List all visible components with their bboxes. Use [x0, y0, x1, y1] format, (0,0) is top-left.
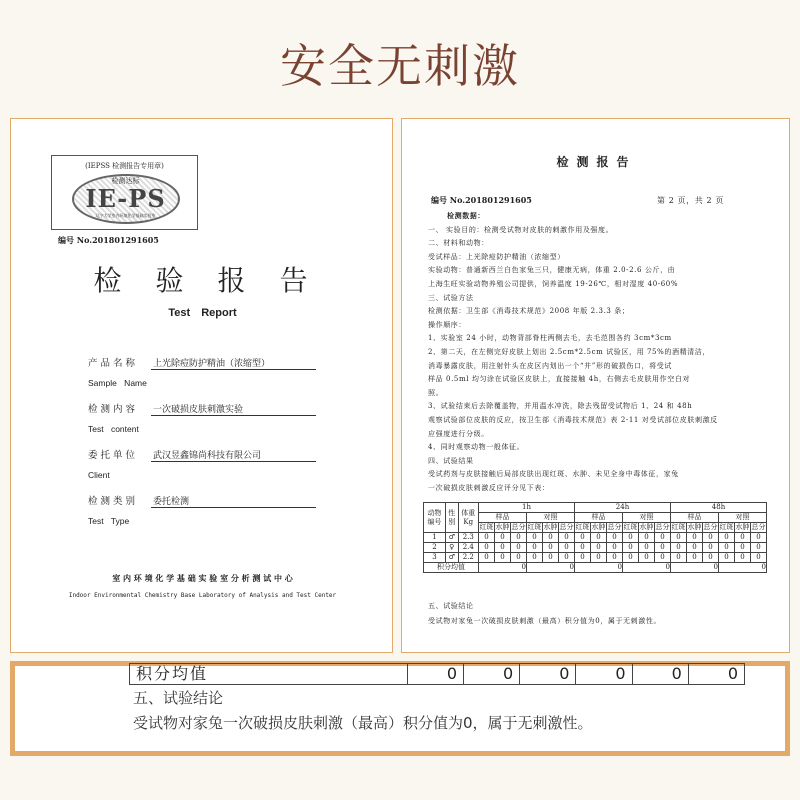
cell-score: 0 [639, 553, 655, 563]
body-line: 上海生旺实验动物养殖公司提供，饲养温度 19-26℃，相对湿度 40-60% [428, 280, 679, 288]
body-line: 一次破损皮肤刺激反应评分见下表： [428, 484, 550, 492]
cell-score: 0 [735, 543, 751, 553]
col-time: 1h [479, 503, 575, 513]
cell-score: 0 [623, 533, 639, 543]
zoomed-avg-value: 0 [632, 664, 688, 685]
report-number: 编号 No.201801291605 [58, 235, 159, 245]
col-group: 样品 [575, 513, 623, 523]
cell-weight: 2.2 [458, 553, 478, 563]
col-time: 24h [575, 503, 671, 513]
avg-value: 0 [623, 563, 671, 573]
cell-score: 0 [687, 533, 703, 543]
col-animal: 动物编号 [424, 503, 446, 533]
zoomed-avg-value: 0 [520, 664, 576, 685]
cell-score: 0 [479, 543, 495, 553]
stamp-sub: 检测达标 [111, 177, 140, 185]
cell-score: 0 [751, 553, 767, 563]
cell-score: 0 [719, 533, 735, 543]
report-data-page [401, 118, 790, 653]
avg-label: 积分均值 [424, 563, 479, 573]
field-value: 一次破损皮肤刺激实验 [151, 402, 316, 416]
cell-score: 0 [607, 553, 623, 563]
body-line: 3、试验结束后去除覆盖物，并用温水冲洗，除去残留受试物后 1、24 和 48h [428, 402, 693, 411]
cell-score: 0 [495, 543, 511, 553]
body-line: 实验动物：普通新西兰白色家兔三只，健康无病，体重 2.0-2.6 公斤，由 [428, 266, 676, 275]
cell-score: 0 [575, 553, 591, 563]
cell-score: 0 [559, 553, 575, 563]
col-sub: 总分 [751, 523, 766, 531]
col-sub: 水肿 [687, 523, 702, 531]
cell-score: 0 [527, 533, 543, 543]
cell-score: 0 [591, 533, 607, 543]
col-sub: 红斑 [575, 523, 590, 531]
col-time: 48h [671, 503, 767, 513]
field-label: 检测内容 [88, 404, 139, 415]
body-line: 1、实验室 24 小时，动物背部脊柱两侧去毛，去毛范围各约 3cm*3cm [428, 334, 672, 343]
field-label-en: Client [88, 470, 110, 480]
col-weight: 体重Kg [458, 503, 478, 533]
stamp-title: (IEPSS 检测报告专用章) [85, 162, 164, 170]
cell-score: 0 [703, 533, 719, 543]
table-row [424, 533, 767, 543]
body-line: 四、试验结果 [428, 456, 474, 465]
body-line: 二、材料和动物： [428, 239, 489, 248]
cell-score: 0 [735, 533, 751, 543]
cell-sex: ♂ [445, 553, 458, 563]
avg-value: 0 [671, 563, 719, 573]
body-line: 检测依据：卫生部《消毒技术规范》2008 年版 2.3.3 条； [428, 307, 630, 316]
zoomed-conclusion-panel [10, 661, 790, 756]
cell-sex: ♂ [445, 533, 458, 543]
cell-score: 0 [543, 553, 559, 563]
cell-score: 0 [543, 543, 559, 553]
body-line: 操作顺序： [428, 320, 466, 329]
col-sub: 红斑 [479, 523, 494, 531]
zoomed-avg-label: 积分均值 [130, 664, 408, 685]
col-sub: 总分 [655, 523, 670, 531]
cell-score: 0 [543, 533, 559, 543]
cell-score: 0 [495, 533, 511, 543]
body-line: 消毒暴露皮肤，用注射针头在皮区内划出一个“井”形的破损伤口，将受试 [428, 361, 672, 370]
body-line: 应强度进行分级。 [428, 429, 489, 438]
field-label: 检测类别 [88, 496, 139, 507]
cell-id: 2 [424, 543, 446, 553]
field-label-en: Test content [88, 424, 139, 434]
col-group: 对照 [719, 513, 767, 523]
stamp-logo: IE-PS [85, 184, 166, 213]
cell-score: 0 [671, 543, 687, 553]
page-indicator: 第 2 页，共 2 页 [657, 196, 724, 205]
zoomed-avg-value: 0 [464, 664, 520, 685]
cell-score: 0 [751, 543, 767, 553]
cell-score: 0 [687, 543, 703, 553]
cell-weight: 2.4 [458, 543, 478, 553]
report-title-en: Test Report [168, 307, 237, 319]
zoomed-avg-value: 0 [688, 664, 744, 685]
report-number: 编号 No.201801291605 [431, 195, 532, 205]
cell-score: 0 [623, 553, 639, 563]
col-sub: 水肿 [543, 523, 558, 531]
cell-score: 0 [479, 553, 495, 563]
cell-score: 0 [479, 533, 495, 543]
zoomed-avg-value: 0 [576, 664, 632, 685]
col-sub: 水肿 [591, 523, 606, 531]
body-line: 受试药剂与皮肤接触后局部皮肤出现红斑、水肿、未见全身中毒体征，家兔 [428, 470, 679, 479]
cell-score: 0 [623, 543, 639, 553]
body-line: 观察试验部位皮肤的反应，按卫生部《消毒技术规范》表 2-11 对受试部位皮肤刺激反 [428, 416, 718, 424]
body-line: 照。 [428, 388, 444, 397]
cell-score: 0 [655, 553, 671, 563]
field-label: 产品名称 [88, 358, 139, 369]
col-sub: 总分 [607, 523, 622, 531]
col-group: 对照 [527, 513, 575, 523]
col-sub: 总分 [559, 523, 574, 531]
col-group: 样品 [479, 513, 527, 523]
cell-score: 0 [495, 553, 511, 563]
table-row [424, 553, 767, 563]
cell-score: 0 [591, 543, 607, 553]
field-value: 委托检测 [151, 494, 316, 508]
table-header-row [424, 503, 767, 513]
report-cover-page [10, 118, 393, 653]
body-line: 4、同时观察动物一般体征。 [428, 443, 525, 452]
headline: 安全无刺激 [280, 39, 520, 93]
cell-score: 0 [559, 533, 575, 543]
zoomed-avg-value: 0 [407, 664, 463, 685]
results-table [423, 502, 767, 573]
field-label-en: Sample Name [88, 378, 147, 388]
cell-score: 0 [703, 543, 719, 553]
col-sub: 水肿 [639, 523, 654, 531]
zoomed-average-row [129, 663, 745, 685]
field-label: 委托单位 [88, 450, 139, 461]
zoomed-conclusion-heading: 五、试验结论 [133, 689, 224, 707]
cell-score: 0 [703, 553, 719, 563]
col-group: 样品 [671, 513, 719, 523]
body-line: 2、第二天，在左侧完好皮肤上划出 2.5cm*2.5cm 试验区，用 75%的酒精清洁， [428, 348, 710, 356]
col-sub: 红斑 [719, 523, 734, 531]
cell-score: 0 [639, 543, 655, 553]
stamp-small: 辽宁大学室内环境化学基础实验室 [95, 213, 156, 218]
body-line: 样品 0.5ml 均匀涂在试验区皮肤上，直接接触 4h，右侧去毛皮肤用作空白对 [428, 375, 691, 384]
body-line: 检测数据： [447, 211, 485, 220]
report-title: 检验报告 [93, 264, 342, 297]
cell-score: 0 [559, 543, 575, 553]
cell-score: 0 [639, 533, 655, 543]
col-sub: 红斑 [671, 523, 686, 531]
field-value: 武汉昱鑫锦尚科技有限公司 [151, 448, 316, 462]
cell-score: 0 [575, 543, 591, 553]
cell-score: 0 [671, 553, 687, 563]
cell-score: 0 [735, 553, 751, 563]
lab-name-cn: 室 内 环 境 化 学 基 础 实 验 室 分 析 测 试 中 心 [112, 573, 293, 583]
col-sex: 性别 [445, 503, 458, 533]
col-sub: 水肿 [495, 523, 510, 531]
cell-score: 0 [511, 543, 527, 553]
avg-value: 0 [527, 563, 575, 573]
cell-score: 0 [719, 543, 735, 553]
page-title: 检测报告 [556, 155, 637, 169]
iepss-stamp [51, 155, 198, 230]
zoomed-conclusion-text: 受试物对家兔一次破损皮肤刺激（最高）积分值为0，属于无刺激性。 [133, 714, 593, 732]
col-sub: 红斑 [623, 523, 638, 531]
cell-score: 0 [607, 533, 623, 543]
body-line: 三、试验方法 [428, 293, 474, 302]
cell-sex: ♀ [445, 543, 458, 553]
field-label-en: Test Type [88, 516, 130, 526]
col-sub: 水肿 [735, 523, 750, 531]
col-sub: 总分 [511, 523, 526, 531]
cell-score: 0 [607, 543, 623, 553]
cell-score: 0 [719, 553, 735, 563]
table-average-row [424, 563, 767, 573]
cell-score: 0 [655, 533, 671, 543]
field-value: 上光除痘防护精油（浓缩型） [151, 356, 316, 370]
body-line: 受试样品：上光除痘防护精油（浓缩型） [428, 252, 565, 261]
avg-value: 0 [575, 563, 623, 573]
cell-score: 0 [751, 533, 767, 543]
body-line: 一、 实验目的：检测受试物对皮肤的刺激作用及强度。 [428, 225, 614, 234]
col-group: 对照 [623, 513, 671, 523]
conclusion-text: 受试物对家兔一次破损皮肤刺激（最高）积分值为0，属于无刺激性。 [428, 617, 662, 625]
cell-score: 0 [527, 543, 543, 553]
cell-score: 0 [511, 533, 527, 543]
cell-score: 0 [687, 553, 703, 563]
conclusion-heading: 五、试验结论 [428, 602, 474, 610]
cell-score: 0 [575, 533, 591, 543]
avg-value: 0 [479, 563, 527, 573]
cell-id: 3 [424, 553, 446, 563]
cell-score: 0 [527, 553, 543, 563]
cell-score: 0 [671, 533, 687, 543]
cell-score: 0 [591, 553, 607, 563]
cell-weight: 2.3 [458, 533, 478, 543]
table-row [424, 543, 767, 553]
avg-value: 0 [719, 563, 767, 573]
cell-id: 1 [424, 533, 446, 543]
cell-score: 0 [511, 553, 527, 563]
cell-score: 0 [655, 543, 671, 553]
col-sub: 红斑 [527, 523, 542, 531]
lab-name-en: Indoor Environmental Chemistry Base Laboratory of Analysis and Test Center [68, 592, 337, 599]
col-sub: 总分 [703, 523, 718, 531]
